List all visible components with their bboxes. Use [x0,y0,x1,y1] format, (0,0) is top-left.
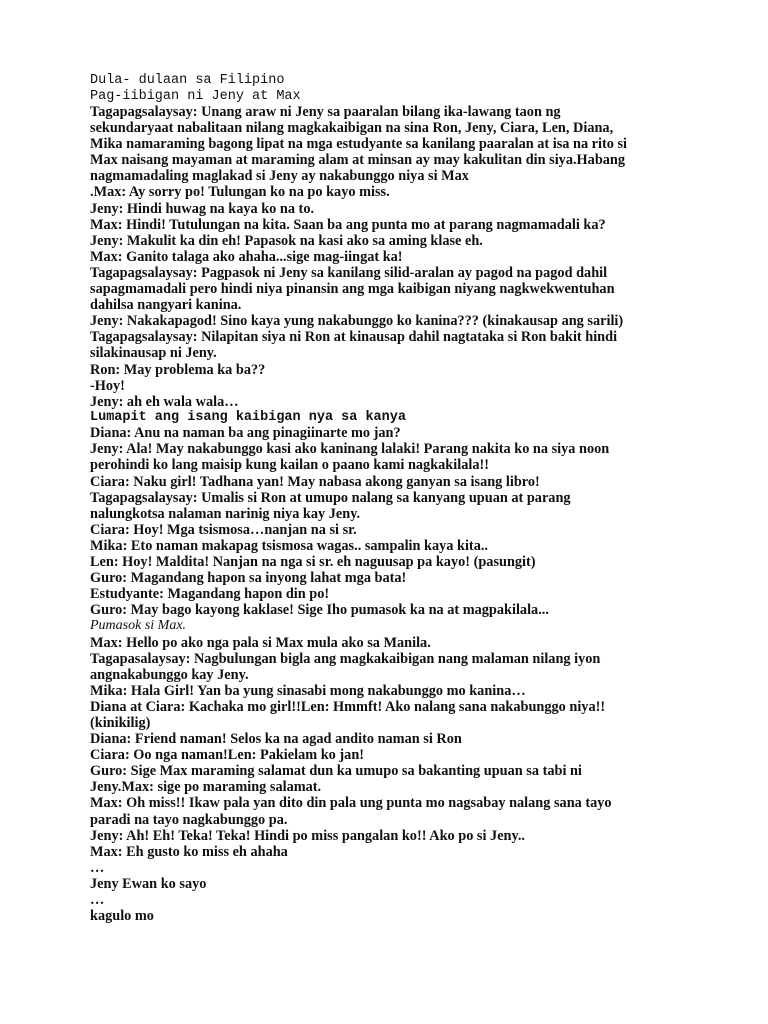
ellipsis-line: … [90,892,105,908]
dialogue-line: Jeny.Max: sige po maraming salamat. [90,779,322,796]
dialogue-line: paradi na tayo nagkabunggo pa. [90,811,288,828]
dialogue-line: Ciara: Hoy! Mga tsismosa…nanjan na si sr. [90,521,357,538]
dialogue-line: Jeny: Ala! May nakabunggo kasi ako kaninang lalaki! Parang nakita ko na siya noon [90,441,610,458]
dialogue-line: Max: Eh gusto ko miss eh ahaha [90,843,288,860]
narration-line: Tagapagsalaysay: Nilapitan siya ni Ron at kinausap dahil nagtataka si Ron bakit hindi [90,329,618,346]
dialogue-line: Len: Hoy! Maldita! Nanjan na nga si sr. eh naguusap pa kayo! (pasungit) [90,554,536,571]
document-body [90,73,750,924]
document-subtitle: Pag-iibigan ni Jeny at Max [90,88,301,104]
document-title: Dula- dulaan sa Filipino [90,73,285,88]
dialogue-line: Diana: Friend naman! Selos ka na agad andito naman si Ron [90,731,462,748]
dialogue-line: Max: Ganito talaga ako ahaha...sige mag-iingat ka! [90,248,403,265]
stage-direction-line: Pumasok si Max. [90,618,187,634]
ellipsis-line: … [90,859,105,876]
dialogue-line: Mika: Hala Girl! Yan ba yung sinasabi mong nakabunggo mo kanina… [90,682,526,699]
dialogue-line: Diana at Ciara: Kachaka mo girl!!Len: Hmmft! Ako nalang sana nakabunggo niya!! [90,698,606,715]
dialogue-line: Max: Hello po ako nga pala si Max mula ako sa Manila. [90,634,431,651]
dialogue-line: Guro: Sige Max maraming salamat dun ka umupo sa bakanting upuan sa tabi ni [90,763,582,780]
dialogue-line: (kinikilig) [90,714,151,731]
dialogue-line: Jeny: Nakakapagod! Sino kaya yung nakabunggo ko kanina??? (kinakausap ang sarili) [90,313,624,330]
dialogue-line: Guro: Magandang hapon sa inyong lahat mga bata! [90,570,407,587]
dialogue-line: -Hoy! [90,377,125,394]
dialogue-line: Guro: May bago kayong kaklase! Sige Iho pumasok ka na at magpakilala... [90,602,549,619]
dialogue-line: .Max: Ay sorry po! Tulungan ko na po kayo miss. [90,184,390,201]
dialogue-line: Jeny: Hindi huwag na kaya ko na to. [90,200,315,217]
dialogue-line: Estudyante: Magandang hapon din po! [90,586,330,603]
dialogue-line: Diana: Anu na naman ba ang pinagiinarte mo jan? [90,425,401,442]
narration-line: Max naisang mayaman at maraming alam at minsan ay may kakulitan din siya.Habang [90,152,626,169]
narration-line: sapagmamadali pero hindi niya pinansin ang mga kaibigan niyang nagkwekwentuhan [90,281,615,298]
narration-line: nagmamadaling maglakad si Jeny ay nakabunggo niya si Max [90,168,469,185]
narration-line: Tagapasalaysay: Nagbulungan bigla ang magkakaibigan nang malaman nilang iyon [90,650,601,667]
dialogue-line: Ron: May problema ka ba?? [90,361,266,378]
narration-line: silakinausap ni Jeny. [90,345,217,362]
dialogue-line: Jeny: Ah! Eh! Teka! Teka! Hindi po miss pangalan ko!! Ako po si Jeny.. [90,827,525,844]
narration-line: Tagapagsalaysay: Unang araw ni Jeny sa paaralan bilang ika-lawang taon ng [90,104,561,120]
dialogue-line: perohindi ko lang maisip kung kailan o paano kami nagkakilala!! [90,457,489,474]
dialogue-line: kagulo mo [90,908,154,925]
dialogue-line: Max: Hindi! Tutulungan na kita. Saan ba ang punta mo at parang nagmamadali ka? [90,216,606,233]
narration-line: Tagapagsalaysay: Pagpasok ni Jeny sa kanilang silid-aralan ay pagod na pagod dahil [90,264,608,281]
dialogue-line: Ciara: Naku girl! Tadhana yan! May nabasa akong ganyan sa isang libro! [90,473,540,490]
dialogue-line: Max: Oh miss!! Ikaw pala yan dito din pala ung punta mo nagsabay nalang sana tayo [90,795,612,812]
narration-line: dahilsa nangyari kanina. [90,297,242,314]
dialogue-line: Jeny: Makulit ka din eh! Papasok na kasi ako sa aming klase eh. [90,232,483,249]
narration-line: sekundaryaat nabalitaan nilang magkakaibigan na sina Ron, Jeny, Ciara, Len, Diana, [90,120,614,137]
narration-line: angnakabunggo kay Jeny. [90,666,249,683]
narration-line: nalungkotsa nalaman narinig niya kay Jeny. [90,505,361,522]
narration-line: Tagapagsalaysay: Umalis si Ron at umupo nalang sa kanyang upuan at parang [90,489,571,506]
dialogue-line: Ciara: Oo nga naman!Len: Pakielam ko jan! [90,747,365,764]
narration-line: Mika namaraming bagong lipat na mga estudyante sa kanilang paaralan at isa na rito si [90,136,627,153]
dialogue-line: Jeny: ah eh wala wala… [90,393,239,410]
stage-direction-line: Lumapit ang isang kaibigan nya sa kanya [90,409,406,425]
dialogue-line: Mika: Eto naman makapag tsismosa wagas.. sampalin kaya kita.. [90,537,488,554]
dialogue-line: Jeny Ewan ko sayo [90,875,207,892]
